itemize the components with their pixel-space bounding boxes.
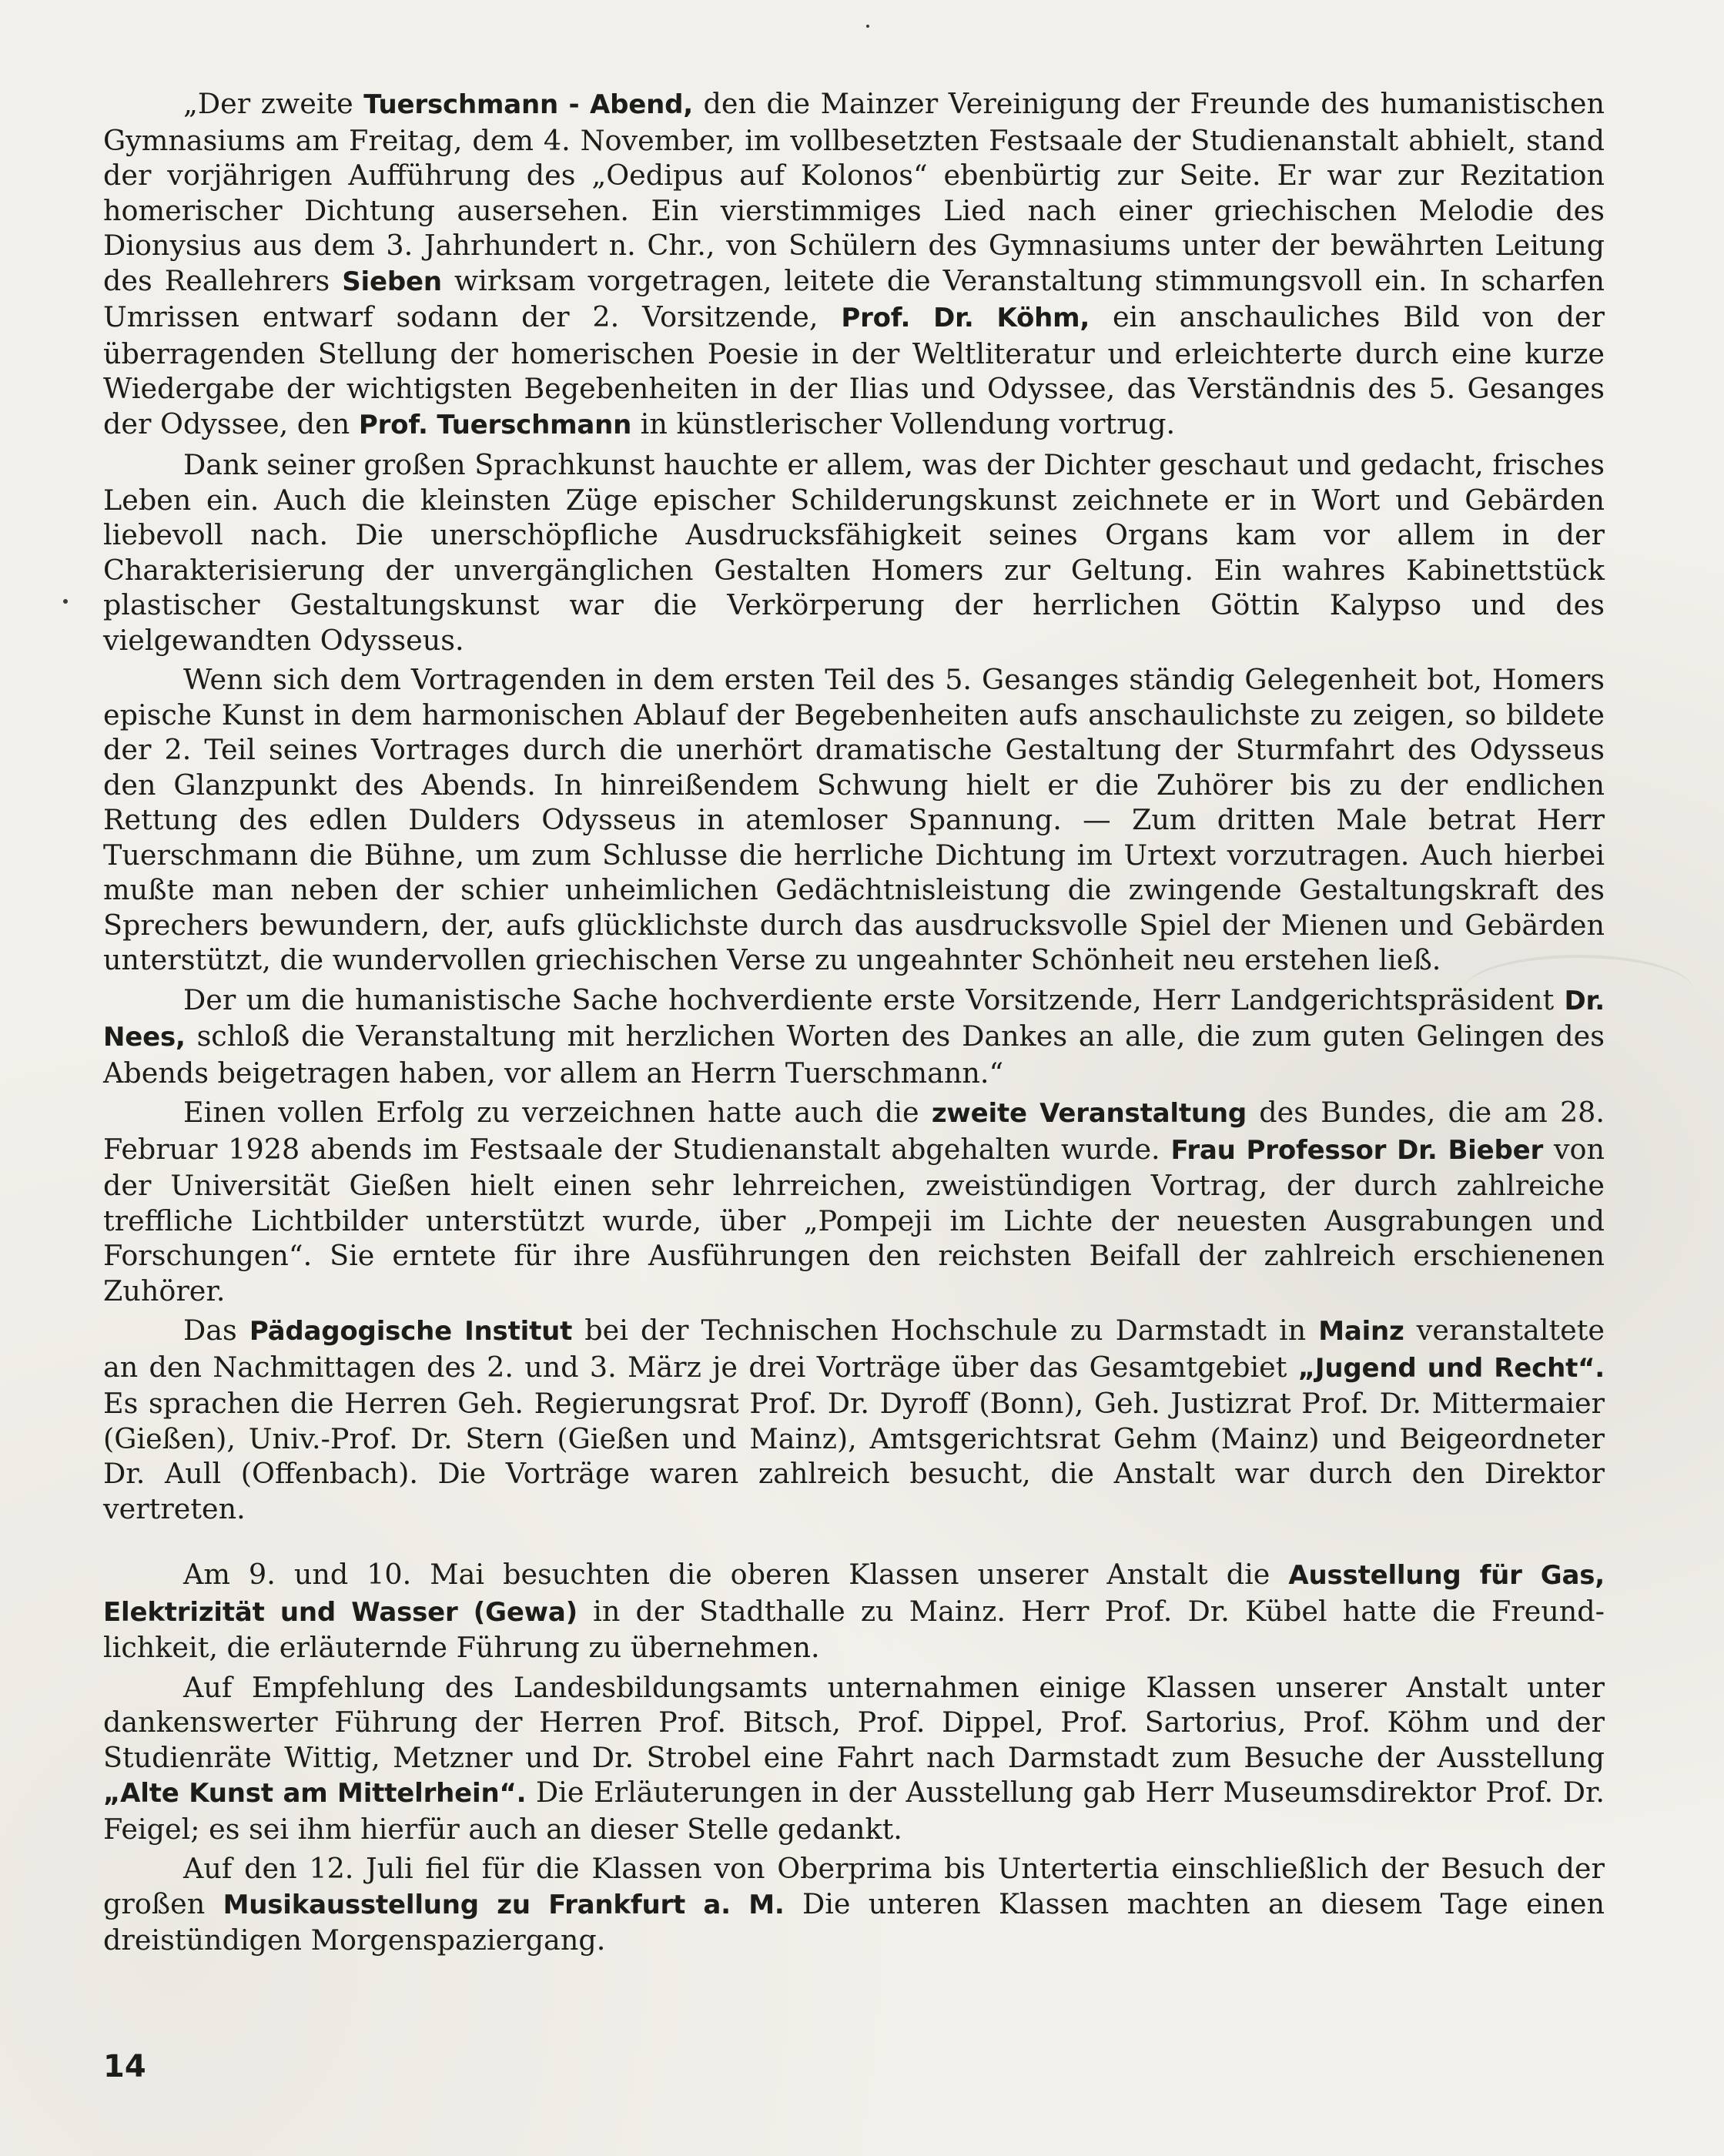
text-run: Auf den 12. Juli fiel für die Klassen von Oberprima bis Untertertia einschließlich der Besuch der großen [103,1852,1605,1920]
paragraph-tuerschmann-abend [103,86,1605,443]
bold-text: „Jugend und Recht“. [1297,1352,1605,1384]
text-run: „Der zweite [183,87,364,120]
text-run: Wenn sich dem Vortragenden in dem ersten Teil des 5. Gesanges ständig Gelegenheit bot, Homers epische Kunst in dem harmonischen Ablauf der Begebenheiten aufs anschaulichste zu zeigen, so bildete der 2. Teil seines Vortrages durch die unerhört dramatische Gestaltung der Sturmfahrt des Odysseus den Glanzpunkt des Abends. In hinreißendem Schwung hielt er die Zuhörer bis zu der endlichen Rettung des edlen Dulders Odysseus in atemloser Spannung. — Zum dritten Male betrat Herr Tuerschmann die Bühne, um zum Schlusse die herrliche Dichtung im Urtext vorzutragen. Auch hierbei mußte man neben der schier unheimlichen Gedächtnisleistung die zwingende Gestaltungskraft des Sprechers bewundern, der, aufs glücklichste durch das ausdrucksvolle Spiel der Mienen und Gebärden unterstützt, die wundervollen griechischen Verse zu ungeahnter Schönheit neu erstehen ließ. [103,663,1605,976]
body-text [103,86,1605,1958]
paragraph-alte-kunst [103,1670,1605,1847]
paragraph-gewa-ausstellung [103,1557,1605,1666]
text-run: Einen vollen Erfolg zu verzeichnen hatte auch die [183,1096,932,1129]
bold-text: Sieben [342,266,442,297]
text-run: Die Erläuterungen in der Ausstellung gab Herr Museumsdirektor Prof. Dr. Feigel; es sei ihm hierfür auch an dieser Stelle gedankt. [103,1776,1605,1846]
bold-text: Ausstellung für Gas, Elektrizität und Wasser (Gewa) [103,1560,1605,1628]
text-run: Dank seiner großen Sprachkunst hauchte er allem, was der Dichter geschaut und gedacht, frisches Leben ein. Auch die kleinsten Züge epischer Schilderungskunst zeichnete er in Wort und Gebärden liebevoll nach. Die unerschöpfliche Ausdrucksfähigkeit seines Organs kam vor allem in der Charakterisierung der unvergänglichen Gestalten Homers zur Geltung. Ein wahres Kabinettstück plastischer Gestaltungskunst war die Verkörperung der herrlichen Göttin Kalypso und des vielgewandten Odysseus. [103,448,1605,657]
text-run: veranstaltete an den Nachmittagen des 2. und 3. März je drei Vorträge über das Gesamtgebiet [103,1314,1605,1384]
text-run: in künstlerischer Vollendung vortrug. [631,407,1176,440]
paragraph-musikausstellung [103,1851,1605,1958]
text-run: von der Universität Gießen hielt einen sehr lehrreichen, zweistündigen Vortrag, der durch zahlreiche treffliche Lichtbilder unterstützt wurde, über „Pompeji im Lichte der neuesten Ausgrabungen und Forschungen“. Sie erntete für ihre Ausführungen den reichsten Beifall der zahlreich erschienenen Zuhörer. [103,1132,1605,1307]
text-run: Das [183,1314,249,1347]
text-run: den die Mainzer Vereinigung der Freunde des humanistischen Gymnasiums am Freitag, dem 4. November, im vollbesetzten Festsaale der Studienanstalt abhielt, stand der vorjährigen Aufführung des „Oedipus auf Kolonos“ ebenbürtig zur Seite. Er war zur Rezitation homerischer Dichtung ausersehen. Ein vierstimmiges Lied nach einer griechischen Melodie des Dionysius aus dem 3. Jahrhundert n. Chr., von Schülern des Gymnasiums unter der bewährten Leitung des Reallehrers [103,87,1605,297]
bold-text: Pädagogische Institut [249,1316,573,1347]
bold-text: Dr. Nees, [103,985,1605,1053]
text-run: bei der Technischen Hochschule zu Darmstadt in [572,1314,1319,1347]
paragraph-vortragender [103,662,1605,978]
bold-text: Mainz [1318,1316,1404,1347]
margin-dot [866,25,869,28]
text-run: Der um die humanistische Sache hochverdiente erste Vorsitzende, Herr Landgerichtspräsident [183,983,1565,1016]
paragraph-vorsitzender [103,983,1605,1091]
text-run: in der Stadthalle zu Mainz. Herr Prof. Dr. Kübel hatte die Freundlichkeit, die erläuternde Führung zu übernehmen. [103,1594,1605,1664]
margin-dot [63,599,68,604]
text-run: wirksam vorgetragen, leitete die Veranstaltung stimmungsvoll ein. In scharfen Umrissen entwarf sodann der 2. Vorsitzende, [103,263,1605,333]
bold-text: „Alte Kunst am Mittelrhein“. [103,1778,527,1809]
bold-text: Prof. Dr. Köhm, [841,303,1090,333]
text-run: Am 9. und 10. Mai besuchten die oberen Klassen unserer Anstalt die [183,1558,1289,1591]
paragraph-zweite-veranstaltung [103,1095,1605,1308]
text-run: Auf Empfehlung des Landesbildungsamts unternahmen einige Klassen unserer Anstalt unter dankenswerter Führung der Herren Prof. Bitsch, Prof. Dippel, Prof. Sartorius, Prof. Köhm und der Studienräte Wittig, Metzner und Dr. Strobel eine Fahrt nach Darmstadt zum Besuche der Ausstellung [103,1670,1605,1774]
bold-text: zweite Veranstaltung [931,1098,1247,1129]
paragraph-sprachkunst [103,447,1605,658]
bold-text: Musikausstellung zu Frankfurt a. M. [223,1889,785,1920]
bold-text: Frau Professor Dr. Bieber [1170,1134,1544,1166]
paragraph-paedagogisches-institut [103,1313,1605,1526]
bold-text: Prof. Tuerschmann [358,409,632,440]
text-run: ein anschauliches Bild von der überragenden Stellung der homerischen Poesie in der Weltliteratur und erleichterte durch eine kurze Wiedergabe der wichtigsten Begebenheiten in der Ilias und Odyssee, das Verständnis des 5. Gesanges der Odyssee, den [103,300,1605,440]
text-run: Die unteren Klassen machten an diesem Tage einen dreistündigen Morgenspaziergang. [103,1886,1605,1957]
page-number: 14 [103,2049,146,2084]
text-run: schloß die Veranstaltung mit herzlichen Worten des Dankes an alle, die zum guten Gelingen des Abends beigetragen haben, vor allem an Herrn Tuerschmann.“ [103,1019,1605,1090]
text-run: des Bundes, die am 28. Februar 1928 abends im Festsaale der Studienanstalt abgehalten wurde. [103,1096,1605,1166]
text-run: Es sprachen die Herren Geh. Regierungsrat Prof. Dr. Dyroff (Bonn), Geh. Justizrat Prof. Dr. Mittermaier (Gießen), Univ.-Prof. Dr. Stern (Gießen und Mainz), Amtsgerichtsrat Gehm (Mainz) und Beigeordneter Dr. Aull (Offenbach). Die Vorträge waren zahlreich besucht, die Anstalt war durch den Direktor vertreten. [103,1387,1605,1525]
bold-text: Tuerschmann - Abend, [363,89,693,120]
